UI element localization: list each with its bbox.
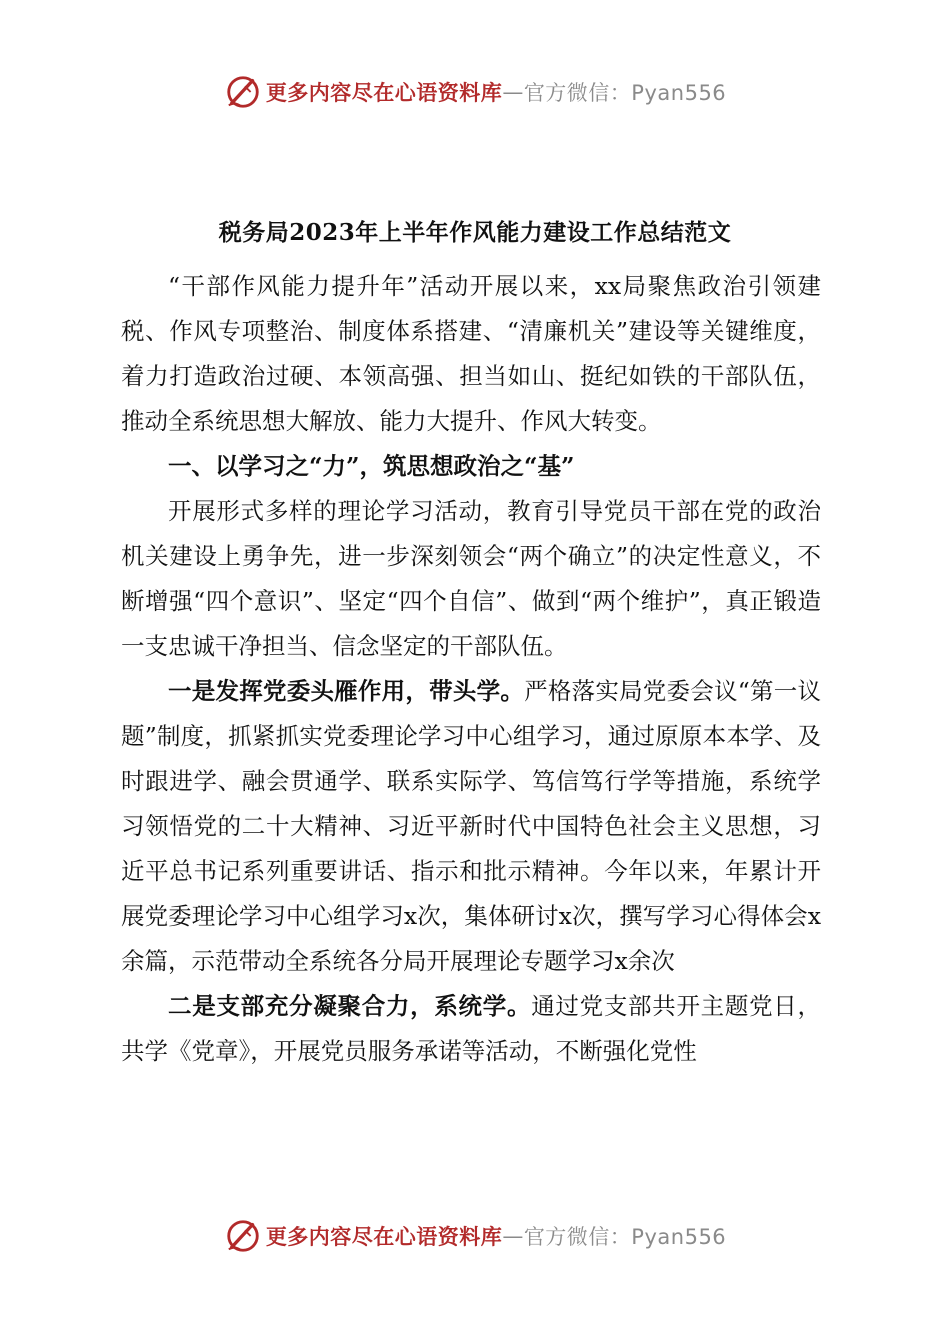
item-2-text: 通过党支部共开主题党日，共学《党章》，开展党员服务承诺等活动，不断强化党性 (121, 992, 822, 1065)
intro-paragraph: “干部作风能力提升年”活动开展以来，xx局聚焦政治引领建税、作风专项整治、制度体系搭建、“清廉机关”建设等关键维度，着力打造政治过硬、本领高强、担当如山、挺纪如铁的干部队伍，推动全系统思想大解放、能力大提升、作风大转变。 (121, 272, 821, 435)
footer-watermark-banner (0, 1216, 950, 1256)
watermark-dash: — (502, 80, 524, 104)
document-title: 税务局2023年上半年作风能力建设工作总结范文 (218, 219, 732, 246)
watermark-dash: — (502, 1224, 524, 1248)
item-2-paragraph (121, 984, 821, 1074)
header-watermark-banner (0, 72, 950, 112)
item-1-text: 严格落实局党委会议“第一议题”制度，抓紧抓实党委理论学习中心组学习，通过原原本本学、及时跟进学、融会贯通学、联系实际学、笃信笃行学等措施，系统学习领悟党的二十大精神、习近平新时代中国特色社会主义思想，习近平总书记系列重要讲话、指示和批示精神。今年以来，年累计开展党委理论学习中心组学习x次，集体研讨x次，撰写学习心得体会x余篇，示范带动全系统各分局开展理论专题学习x余次 (121, 677, 822, 975)
watermark-wechat-text: 官方微信：Pyan556 (523, 81, 727, 105)
item-1-paragraph (121, 669, 821, 984)
pen-seal-logo-icon (224, 1217, 262, 1255)
section-1-paragraph: 开展形式多样的理论学习活动，教育引导党员干部在党的政治机关建设上勇争先，进一步深刻领会“两个确立”的决定性意义，不断增强“四个意识”、坚定“四个自信”、做到“两个维护”，真正锻造一支忠诚干净担当、信念坚定的干部队伍。 (121, 497, 821, 660)
watermark-brand-text: 更多内容尽在心语资料库 (265, 80, 503, 105)
document-body (121, 264, 821, 1074)
watermark-brand-text: 更多内容尽在心语资料库 (265, 1224, 503, 1249)
item-2-lead: 二是支部充分凝聚合力，系统学。 (168, 992, 532, 1020)
watermark-wechat-text: 官方微信：Pyan556 (523, 1225, 727, 1249)
section-heading-1: 一、以学习之“力”，筑思想政治之“基” (168, 452, 575, 480)
item-1-lead: 一是发挥党委头雁作用，带头学。 (168, 677, 525, 705)
pen-seal-logo-icon (224, 73, 262, 111)
